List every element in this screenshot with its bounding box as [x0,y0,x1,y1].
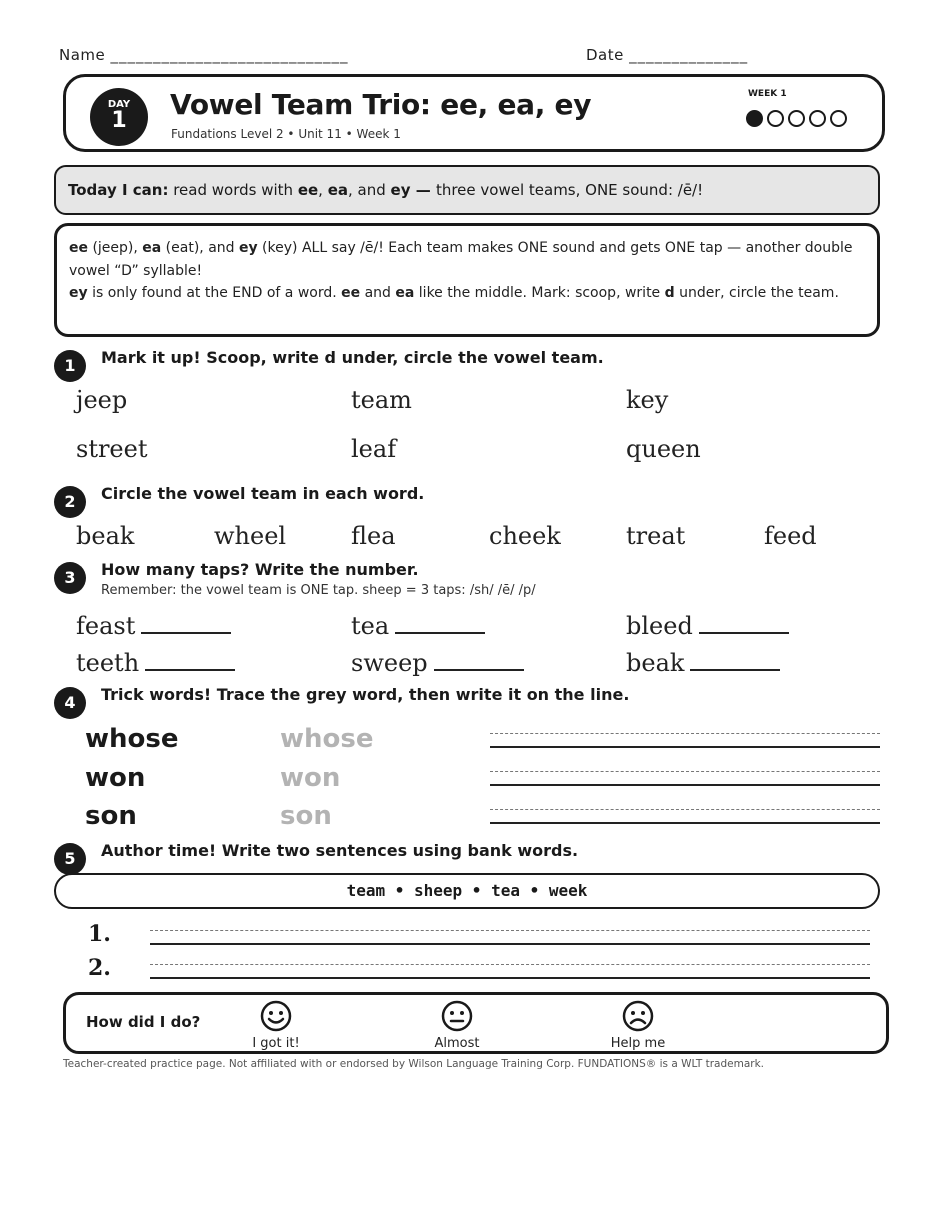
note-ee: ee [341,285,361,301]
name-rule: ____________________________ [110,46,349,64]
day-badge [90,88,148,146]
tap-item-sweep[interactable] [351,649,524,677]
note-text: (jeep), [88,240,143,256]
note-text: under, circle the team. [674,285,839,301]
day-label: DAY [107,99,131,110]
goal-sep: , and [348,181,391,199]
answer-line[interactable] [690,651,780,671]
week-dot-3 [788,110,805,127]
smile-face-icon [260,1000,292,1032]
neutral-face-icon [441,1000,473,1032]
date-label: Date [586,46,624,64]
word-beak[interactable]: beak [76,522,135,550]
word-cheek[interactable]: cheek [489,522,561,550]
note-ey: ey [69,285,88,301]
word-beak: beak [626,649,685,677]
goal-sep: , [318,181,328,199]
section-2-title: Circle the vowel team in each word. [101,484,425,503]
rating-question: How did I do? [86,1013,201,1031]
note-ea: ea [142,240,162,256]
word-bleed: bleed [626,612,693,640]
note-line-1 [69,237,865,282]
goal-team-ee: ee [297,181,319,199]
section-1-title: Mark it up! Scoop, write d under, circle the vowel team. [101,348,604,367]
section-4-number: 4 [54,687,86,719]
tap-item-beak[interactable] [626,649,780,677]
section-3-number: 3 [54,562,86,594]
word-bank: team • sheep • tea • week [54,873,880,909]
note-text: is only found at the END of a word. [87,285,342,301]
rating-label: Almost [434,1036,480,1051]
tap-item-bleed[interactable] [626,612,789,640]
sad-face-icon [622,1000,654,1032]
word-feast: feast [76,612,136,640]
word-tea: tea [351,612,390,640]
word-team[interactable]: team [351,386,412,414]
answer-line[interactable] [145,651,235,671]
note-ee: ee [69,240,88,256]
note-text: (key) ALL say /ē/! Each team makes ONE sound and gets ONE tap — another double vowel “D” syllable! [69,240,853,279]
page-subtitle: Fundations Level 2 • Unit 11 • Week 1 [171,127,401,141]
note-ey: ey [238,240,258,256]
section-5-number: 5 [54,843,86,875]
date-line[interactable] [586,46,748,64]
trick-word-son: son [85,801,137,831]
tap-item-tea[interactable] [351,612,485,640]
section-2-number: 2 [54,486,86,518]
name-line[interactable] [59,46,349,64]
word-flea[interactable]: flea [351,522,396,550]
section-3-reminder: Remember: the vowel team is ONE tap. sheep = 3 taps: /sh/ /ē/ /p/ [101,583,536,598]
sentence-2-line[interactable] [150,964,870,979]
goal-team-ey: ey [390,181,411,199]
word-jeep[interactable]: jeep [76,386,128,414]
word-sweep: sweep [351,649,428,677]
answer-line[interactable] [434,651,524,671]
note-text: like the middle. Mark: scoop, write [414,285,665,301]
word-treat[interactable]: treat [626,522,686,550]
word-street[interactable]: street [76,435,148,463]
section-5-title: Author time! Write two sentences using bank words. [101,841,579,860]
name-label: Name [59,46,106,64]
sentence-1-line[interactable] [150,930,870,945]
goal-lead: Today I can: [68,181,169,199]
answer-line[interactable] [395,614,485,634]
goal-text: read words with [168,181,298,199]
note-line-2 [69,282,865,305]
word-queen[interactable]: queen [626,435,701,463]
note-text: and [360,285,396,301]
tap-item-teeth[interactable] [76,649,235,677]
rating-help-me[interactable] [588,1000,688,1051]
rating-almost[interactable] [407,1000,507,1051]
day-number: 1 [111,108,127,133]
note-d: d [664,285,675,301]
week-label: WEEK 1 [748,89,787,99]
answer-line[interactable] [141,614,231,634]
week-dot-1 [746,110,763,127]
week-dot-5 [830,110,847,127]
rule-note [54,223,880,337]
goal-text-2: three vowel teams, ONE sound: /ē/! [435,181,704,199]
write-line-won[interactable] [490,771,880,786]
trick-word-whose: whose [85,724,179,754]
word-key[interactable]: key [626,386,669,414]
date-rule: ______________ [629,46,749,64]
note-ea: ea [395,285,415,301]
goal-dash: — [410,181,436,199]
week-dot-4 [809,110,826,127]
tap-item-feast[interactable] [76,612,231,640]
rating-label: I got it! [252,1036,300,1051]
answer-line[interactable] [699,614,789,634]
page-title: Vowel Team Trio: ee, ea, ey [170,88,592,121]
trick-word-won: won [85,763,146,793]
trace-word-whose[interactable]: whose [280,724,374,754]
rating-label: Help me [610,1036,666,1051]
word-teeth: teeth [76,649,140,677]
sentence-2-number: 2. [88,955,111,981]
section-1-number: 1 [54,350,86,382]
rating-got-it[interactable] [226,1000,326,1051]
goal-team-ea: ea [327,181,349,199]
write-line-son[interactable] [490,809,880,824]
week-progress [746,110,847,127]
footer-disclaimer: Teacher-created practice page. Not affiliated with or endorsed by Wilson Language Training Corp. FUNDATIONS® is a WLT trademark. [63,1058,765,1070]
write-line-whose[interactable] [490,733,880,748]
section-4-title: Trick words! Trace the grey word, then write it on the line. [101,685,630,704]
section-3-title: How many taps? Write the number. [101,560,419,579]
goal-box [54,165,880,215]
note-text: (eat), and [161,240,239,256]
trace-word-son[interactable]: son [280,801,332,831]
word-wheel[interactable]: wheel [214,522,287,550]
word-feed[interactable]: feed [764,522,817,550]
week-dot-2 [767,110,784,127]
word-leaf[interactable]: leaf [351,435,397,463]
trace-word-won[interactable]: won [280,763,341,793]
sentence-1-number: 1. [88,921,111,947]
